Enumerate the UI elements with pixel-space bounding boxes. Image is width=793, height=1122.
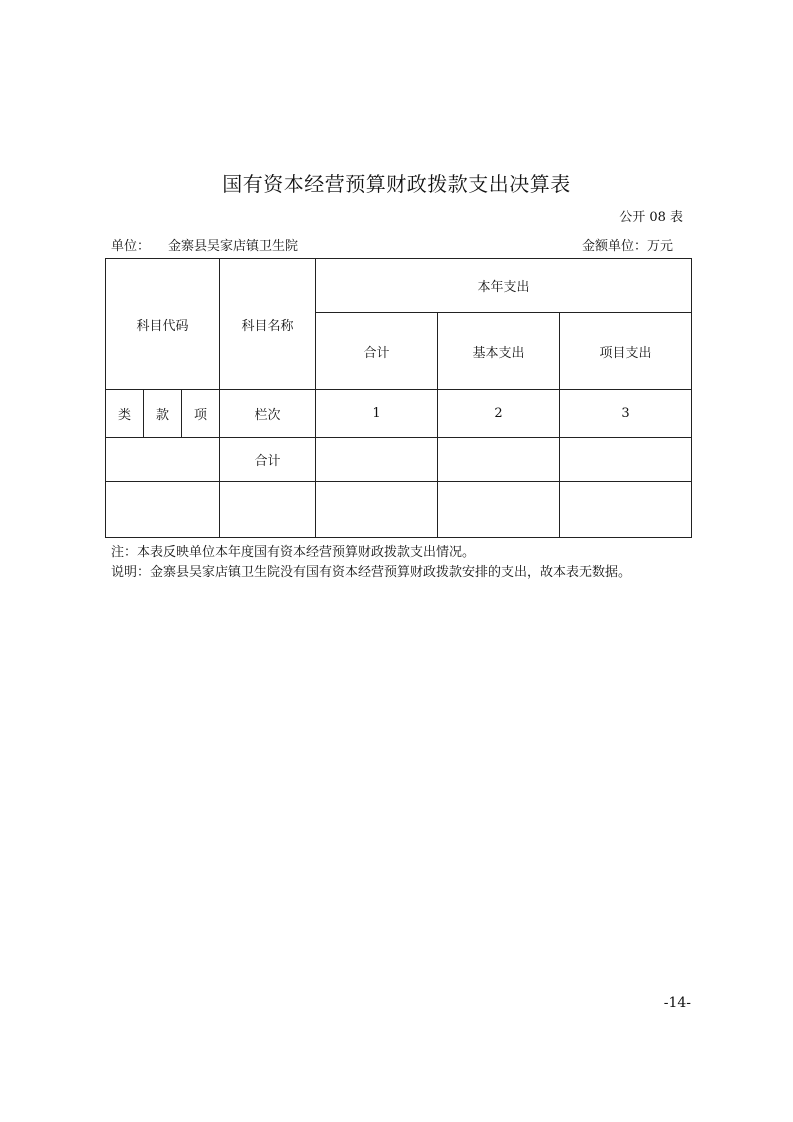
unit-line [111,235,298,254]
data-row-project [560,482,692,538]
data-row-name [220,482,316,538]
form-number: 公开 08 表 [619,210,683,225]
header-subject-name: 科目名称 [220,259,316,390]
page-number: -14- [663,995,691,1011]
note-text: 注：本表反映单位本年度国有资本经营预算财政拨款支出情况。 [111,545,476,560]
sum-row-label: 合计 [220,438,316,482]
unit-label: 单位： [111,239,151,254]
header-current-year: 本年支出 [316,259,692,313]
column-number-1: 1 [316,390,438,438]
header-project: 项目支出 [560,313,692,390]
data-row-total [316,482,438,538]
explanation-text: 说明：金寨县吴家店镇卫生院没有国有资本经营预算财政拨款安排的支出，故本表无数据。 [111,565,632,580]
column-number-3: 3 [560,390,692,438]
sum-row-basic [438,438,560,482]
unit-name: 金寨县吴家店镇卫生院 [168,239,299,254]
data-row-code [106,482,220,538]
header-total: 合计 [316,313,438,390]
amount-unit: 金额单位：万元 [581,239,673,254]
header-kuan: 款 [144,390,182,438]
header-column-order: 栏次 [220,390,316,438]
header-subject-code: 科目代码 [106,259,220,390]
expenditure-table [105,258,692,538]
data-row-basic [438,482,560,538]
notes [111,543,631,583]
header-basic: 基本支出 [438,313,560,390]
sum-row-project [560,438,692,482]
column-number-2: 2 [438,390,560,438]
sum-row-total [316,438,438,482]
sum-row-code [106,438,220,482]
page-title: 国有资本经营预算财政拨款支出决算表 [222,172,571,196]
header-lei: 类 [106,390,144,438]
header-xiang: 项 [182,390,220,438]
